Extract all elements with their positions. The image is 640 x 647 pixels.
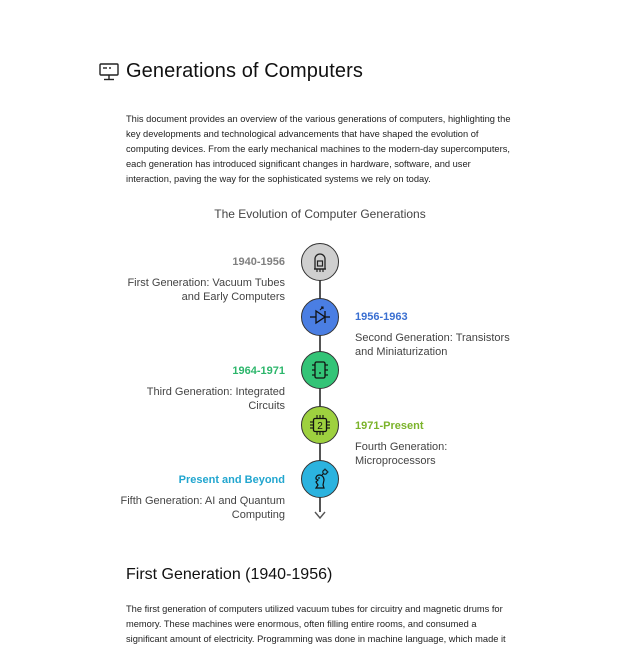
intro-paragraph: This document provides an overview of the various generations of computers, highlighting the key developments and technological advancements that have shaped the evolution of computing devices. From the early mechanical machines to the modern-day supercomputers, each generation has introduced significant changes in hardware, software, and user interaction, paving the way for the sophisticated systems we rely on today. <box>126 114 511 184</box>
entry-date: 1964-1971 <box>232 365 285 377</box>
entry-description: Fourth Generation: Microprocessors <box>355 441 448 467</box>
transistor-icon <box>307 304 333 330</box>
timeline-entry-1 <box>115 256 285 304</box>
section-heading: First Generation (1940-1956) <box>126 566 333 583</box>
timeline-node-3 <box>301 351 339 389</box>
timeline-entry-2 <box>355 311 525 359</box>
timeline-entry-5 <box>115 474 285 522</box>
entry-description: Fifth Generation: AI and Quantum Computing <box>120 495 285 521</box>
arrow-down-icon <box>313 504 327 520</box>
timeline-entry-4 <box>355 420 525 468</box>
vacuum-tube-icon <box>307 249 333 275</box>
entry-date: 1956-1963 <box>355 311 408 323</box>
microprocessor-icon <box>307 412 333 438</box>
timeline-node-2 <box>301 298 339 336</box>
chip-label: 2 <box>317 421 323 432</box>
timeline-title: The Evolution of Computer Generations <box>214 207 426 221</box>
timeline-node-1 <box>301 243 339 281</box>
entry-description: Third Generation: Integrated Circuits <box>146 386 285 412</box>
section-body: The first generation of computers utilized vacuum tubes for circuitry and magnetic drums for memory. These machines were enormous, often filling entire rooms, and consumed a significant amount of electricity. Programming was done in machine language, which made it <box>126 604 506 644</box>
timeline-entry-3 <box>115 365 285 413</box>
timeline-node-5 <box>301 460 339 498</box>
entry-date: 1971-Present <box>355 420 424 432</box>
entry-description: First Generation: Vacuum Tubes and Early Computers <box>127 277 285 303</box>
entry-date: Present and Beyond <box>178 474 285 486</box>
chip-icon <box>307 357 333 383</box>
entry-date: 1940-1956 <box>232 256 285 268</box>
timeline-node-4 <box>301 406 339 444</box>
entry-description: Second Generation: Transistors and Miniaturization <box>355 332 510 358</box>
ai-brain-icon <box>307 466 333 492</box>
page-title: Generations of Computers <box>126 60 363 82</box>
